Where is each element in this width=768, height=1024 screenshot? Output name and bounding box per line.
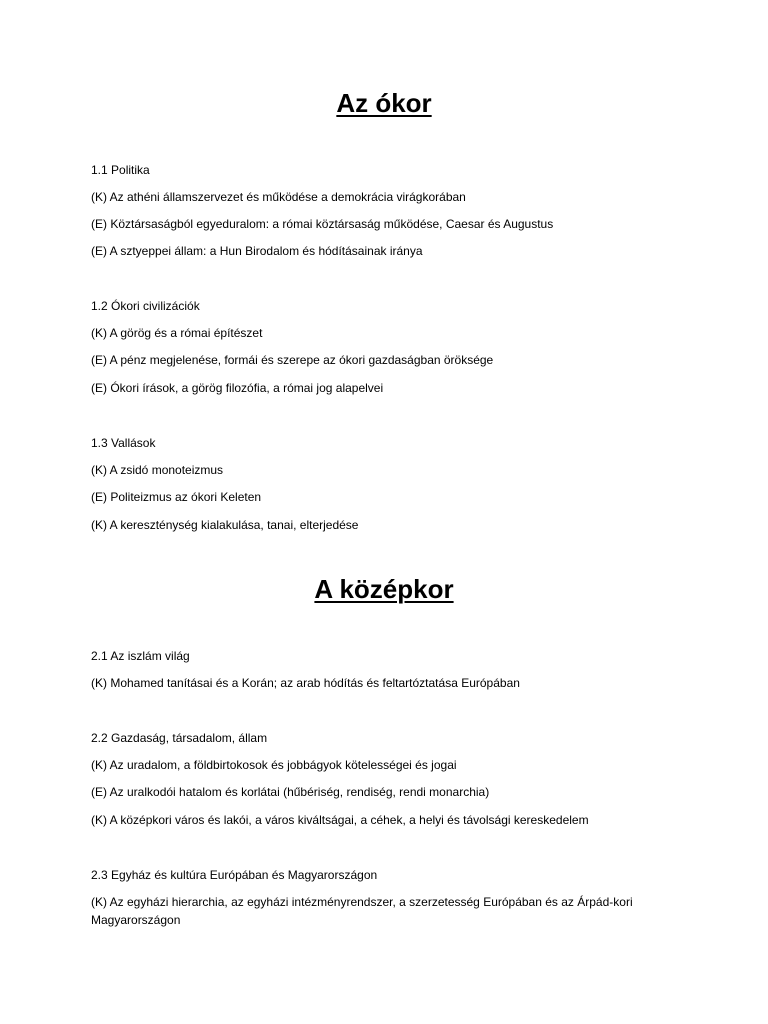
list-item: (E) A sztyeppei állam: a Hun Birodalom és hódításainak iránya [91,244,423,258]
list-item: (E) Ókori írások, a görög filozófia, a római jog alapelvei [91,381,384,395]
group-heading-1-1: 1.1 Politika [91,163,150,177]
group-heading-1-2: 1.2 Ókori civilizációk [91,299,200,313]
group-heading-2-2: 2.2 Gazdaság, társadalom, állam [91,731,268,745]
group-heading-1-3: 1.3 Vallások [91,436,156,450]
list-item: (K) Mohamed tanításai és a Korán; az arab hódítás és feltartóztatása Európában [91,676,520,690]
list-item: (K) A görög és a római építészet [91,326,263,340]
group-heading-2-1: 2.1 Az iszlám világ [91,649,190,663]
list-item: (E) Az uralkodói hatalom és korlátai (hűbériség, rendiség, rendi monarchia) [91,785,490,799]
list-item: (K) Az uradalom, a földbirtokosok és jobbágyok kötelességei és jogai [91,758,457,772]
list-item: (K) Az egyházi hierarchia, az egyházi intézményrendszer, a szerzetesség Európában és az Árpád-kori Magyarországon [91,895,633,927]
list-item: (K) Az athéni államszervezet és működése a demokrácia virágkorában [91,190,466,204]
section-title-kozepkor: A középkor [314,574,454,604]
list-item: (E) Köztársaságból egyeduralom: a római köztársaság működése, Caesar és Augustus [91,217,554,231]
list-item: (K) A kereszténység kialakulása, tanai, elterjedése [91,518,359,532]
list-item: (K) A középkori város és lakói, a város kiváltságai, a céhek, a helyi és távolsági kereskedelem [91,813,589,827]
group-heading-2-3: 2.3 Egyház és kultúra Európában és Magyarországon [91,868,378,882]
list-item: (K) A zsidó monoteizmus [91,463,224,477]
list-item: (E) A pénz megjelenése, formái és szerepe az ókori gazdaságban öröksége [91,353,494,367]
list-item: (E) Politeizmus az ókori Keleten [91,490,262,504]
section-title-okor: Az ókor [336,88,432,118]
